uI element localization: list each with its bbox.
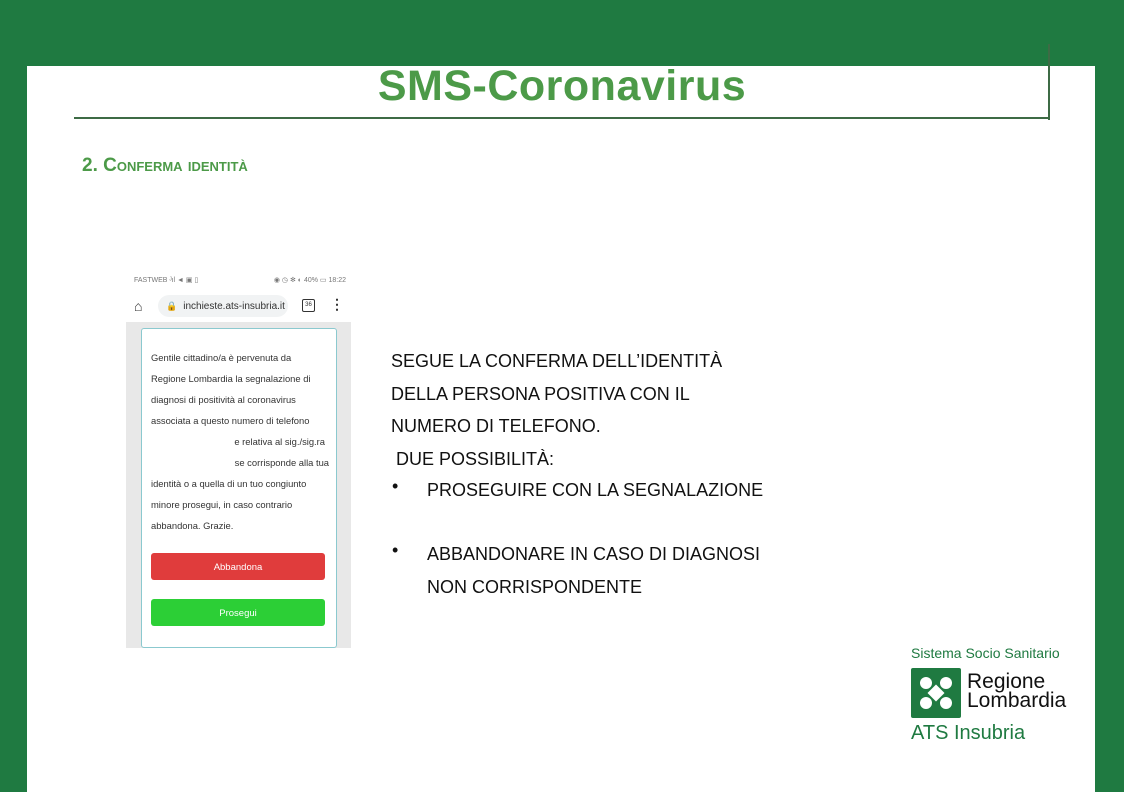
body-line: DUE POSSIBILITÀ:: [391, 448, 555, 469]
logo-name: [967, 672, 1066, 710]
status-bar: [134, 276, 346, 284]
address-field[interactable]: [158, 295, 288, 317]
status-left: FASTWEB ᴶıl ◄ ▣ ▯: [134, 277, 199, 284]
message-line: identità o a quella di un tuo congiunto: [151, 478, 307, 489]
slide-title: SMS-Coronavirus: [377, 62, 747, 110]
body-line: SEGUE LA CONFERMA DELL’IDENTITÀ: [391, 351, 723, 371]
title-underline: [74, 117, 1050, 119]
message-line: se corrisponde alla tua: [234, 457, 329, 468]
message-line: Regione Lombardia la segnalazione di: [151, 373, 311, 384]
status-right: ◉ ◷ ✻ ◐ 40% ▭ 18:22: [273, 277, 346, 284]
home-icon[interactable]: ⌂: [134, 298, 143, 314]
logo-tagline: Sistema Socio Sanitario: [911, 645, 1060, 661]
message-line: minore prosegui, in caso contrario: [151, 499, 293, 510]
logo-name-line2: Lombardia: [967, 689, 1067, 712]
prosegui-button[interactable]: Prosegui: [151, 599, 325, 626]
message-line: e relativa al sig./sig.ra: [234, 436, 325, 447]
tabs-count-icon[interactable]: 36: [302, 299, 315, 312]
body-line: DELLA PERSONA POSITIVA CON IL: [391, 383, 690, 404]
confirmation-card: [141, 328, 337, 648]
phone-screenshot: [126, 272, 351, 648]
regione-lombardia-logo-icon: [911, 668, 961, 718]
logo-name-line1: Regione: [967, 670, 1046, 693]
bullet-icon: •: [392, 476, 399, 496]
lock-icon: 🔒: [166, 300, 178, 311]
body-line: NUMERO DI TELEFONO.: [391, 416, 601, 436]
message-line: Gentile cittadino/a è pervenuta da: [151, 352, 292, 363]
bullet-option-2-line2: NON CORRISPONDENTE: [427, 576, 643, 597]
section-subtitle: 2. Conferma identità: [82, 155, 248, 176]
message-line: diagnosi di positività al coronavirus: [151, 394, 296, 405]
more-menu-icon[interactable]: ⋮: [330, 296, 344, 312]
confirmation-message: [151, 347, 331, 536]
message-line: abbandona. Grazie.: [151, 520, 234, 531]
bullet-option-1: PROSEGUIRE CON LA SEGNALAZIONE: [427, 480, 764, 500]
browser-url-bar: [126, 292, 351, 320]
url-text: inchieste.ats-insubria.it: [183, 300, 285, 312]
bullet-option-2-line1: ABBANDONARE IN CASO DI DIAGNOSI: [427, 544, 761, 564]
abbandona-button[interactable]: Abbandona: [151, 553, 325, 580]
bullet-option-2: [427, 538, 760, 603]
logo-ats-name: ATS Insubria: [911, 722, 1026, 744]
body-paragraph: [391, 345, 722, 475]
message-line: associata a questo numero di telefono: [151, 415, 310, 426]
bullet-icon: •: [392, 540, 399, 560]
